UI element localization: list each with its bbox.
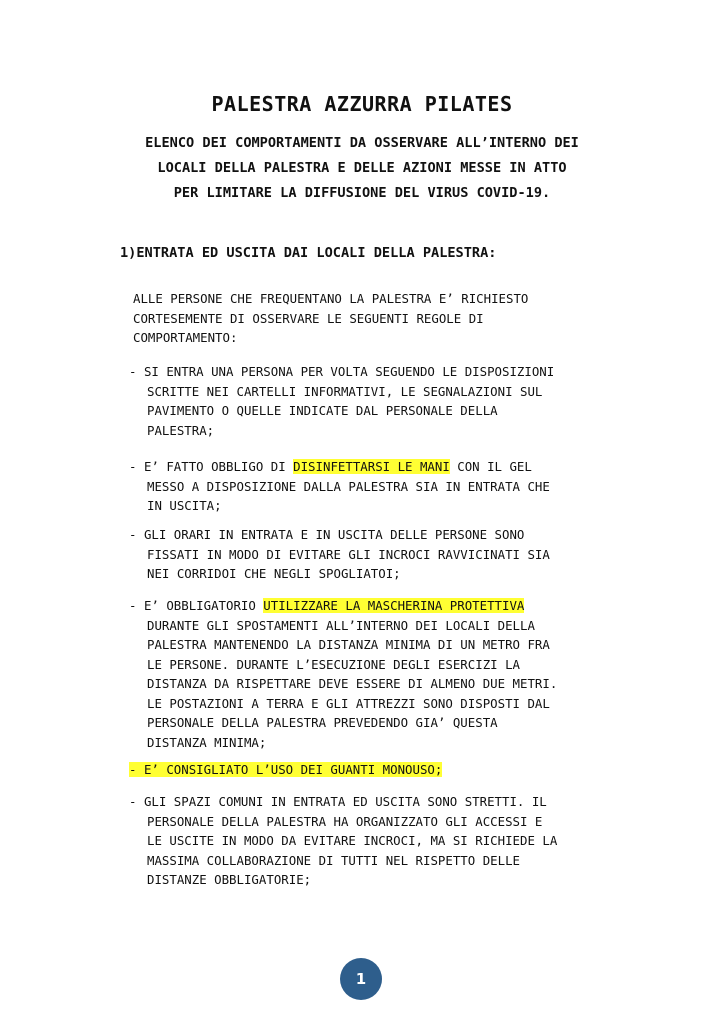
intro-line: ALLE PERSONE CHE FREQUENTANO LA PALESTRA E’ RICHIESTO <box>133 291 529 306</box>
rule-line: DISTANZE OBBLIGATORIE; <box>147 872 312 887</box>
document-subtitle <box>0 131 724 206</box>
rule-line: LE POSTAZIONI A TERRA E GLI ATTREZZI SONO DISPOSTI DAL <box>147 695 550 711</box>
rule-item-mascherina <box>129 596 557 752</box>
bullet-dash: - <box>129 527 137 542</box>
intro-line: CORTESEMENTE DI OSSERVARE LE SEGUENTI REGOLE DI <box>133 310 484 326</box>
bullet-dash: - <box>129 459 137 474</box>
highlighted-text: E’ CONSIGLIATO L’USO DEI GUANTI MONOUSO; <box>143 762 443 777</box>
section-heading-entrata-uscita <box>120 245 496 261</box>
rule-text: E’ OBBLIGATORIO <box>143 598 264 613</box>
rule-line: MESSO A DISPOSIZIONE DALLA PALESTRA SIA IN ENTRATA CHE <box>147 478 550 494</box>
rule-line <box>129 457 550 477</box>
rule-item-disinfezione-mani <box>129 457 550 516</box>
rule-line: PALESTRA MANTENENDO LA DISTANZA MINIMA DI UN METRO FRA <box>147 637 550 652</box>
bullet-dash: - <box>129 364 137 379</box>
rule-line: PALESTRA; <box>147 422 215 438</box>
rule-line: IN USCITA; <box>147 498 222 513</box>
rule-item-entrata <box>129 362 554 440</box>
rule-line: LE USCITE IN MODO DA EVITARE INCROCI, MA SI RICHIEDE LA <box>147 833 558 848</box>
subtitle-line: ELENCO DEI COMPORTAMENTI DA OSSERVARE ALL’INTERNO DEI <box>145 135 579 151</box>
rule-line: NEI CORRIDOI CHE NEGLI SPOGLIATOI; <box>147 566 401 581</box>
rule-text: CON IL GEL <box>449 459 532 474</box>
subtitle-line: LOCALI DELLA PALESTRA E DELLE AZIONI MESSE IN ATTO <box>157 160 567 176</box>
highlighted-text: UTILIZZARE LA MASCHERINA PROTETTIVA <box>263 598 525 613</box>
section-number: 1) <box>120 245 137 261</box>
rule-line <box>129 362 554 382</box>
subtitle-line: PER LIMITARE LA DIFFUSIONE DEL VIRUS COVID-19. <box>173 185 551 201</box>
section-title: ENTRATA ED USCITA DAI LOCALI DELLA PALESTRA: <box>136 245 497 261</box>
rule-line: PERSONALE DELLA PALESTRA PREVEDENDO GIA’ QUESTA <box>147 715 498 730</box>
rule-text: E’ FATTO OBBLIGO DI <box>143 459 294 474</box>
rule-line: DISTANZA DA RISPETTARE DEVE ESSERE DI ALMENO DUE METRI. <box>147 676 558 691</box>
highlight-gap <box>136 762 143 777</box>
rule-line <box>129 792 557 812</box>
rule-item-spazi-comuni <box>129 792 557 890</box>
section-intro <box>133 289 528 348</box>
rule-item-guanti <box>129 760 442 780</box>
rule-line: PAVIMENTO O QUELLE INDICATE DAL PERSONALE DELLA <box>147 403 498 418</box>
rule-line: DURANTE GLI SPOSTAMENTI ALL’INTERNO DEI LOCALI DELLA <box>147 617 535 633</box>
rule-text: GLI SPAZI COMUNI IN ENTRATA ED USCITA SONO STRETTI. IL <box>143 794 547 809</box>
rule-line: SCRITTE NEI CARTELLI INFORMATIVI, LE SEGNALAZIONI SUL <box>147 383 543 399</box>
rule-line <box>129 525 550 545</box>
highlighted-text: DISINFETTARSI LE MANI <box>293 459 450 474</box>
rule-line: MASSIMA COLLABORAZIONE DI TUTTI NEL RISPETTO DELLE <box>147 852 520 868</box>
rule-item-orari <box>129 525 550 584</box>
bullet-dash: - <box>129 794 137 809</box>
rule-line <box>129 596 557 616</box>
rule-line: FISSATI IN MODO DI EVITARE GLI INCROCI RAVVICINATI SIA <box>147 546 550 562</box>
rule-text: GLI ORARI IN ENTRATA E IN USCITA DELLE PERSONE SONO <box>143 527 525 542</box>
rule-text: SI ENTRA UNA PERSONA PER VOLTA SEGUENDO LE DISPOSIZIONI <box>143 364 555 379</box>
bullet-dash: - <box>129 598 137 613</box>
rule-line: LE PERSONE. DURANTE L’ESECUZIONE DEGLI ESERCIZI LA <box>147 656 520 672</box>
rule-line: DISTANZA MINIMA; <box>147 734 267 750</box>
page-title: PALESTRA AZZURRA PILATES <box>211 92 513 116</box>
bullet-dash: - <box>129 762 137 777</box>
rule-line <box>129 760 442 780</box>
rule-line: PERSONALE DELLA PALESTRA HA ORGANIZZATO GLI ACCESSI E <box>147 813 543 829</box>
page-number-badge: 1 <box>340 958 382 1000</box>
intro-line: COMPORTAMENTO: <box>133 330 238 345</box>
